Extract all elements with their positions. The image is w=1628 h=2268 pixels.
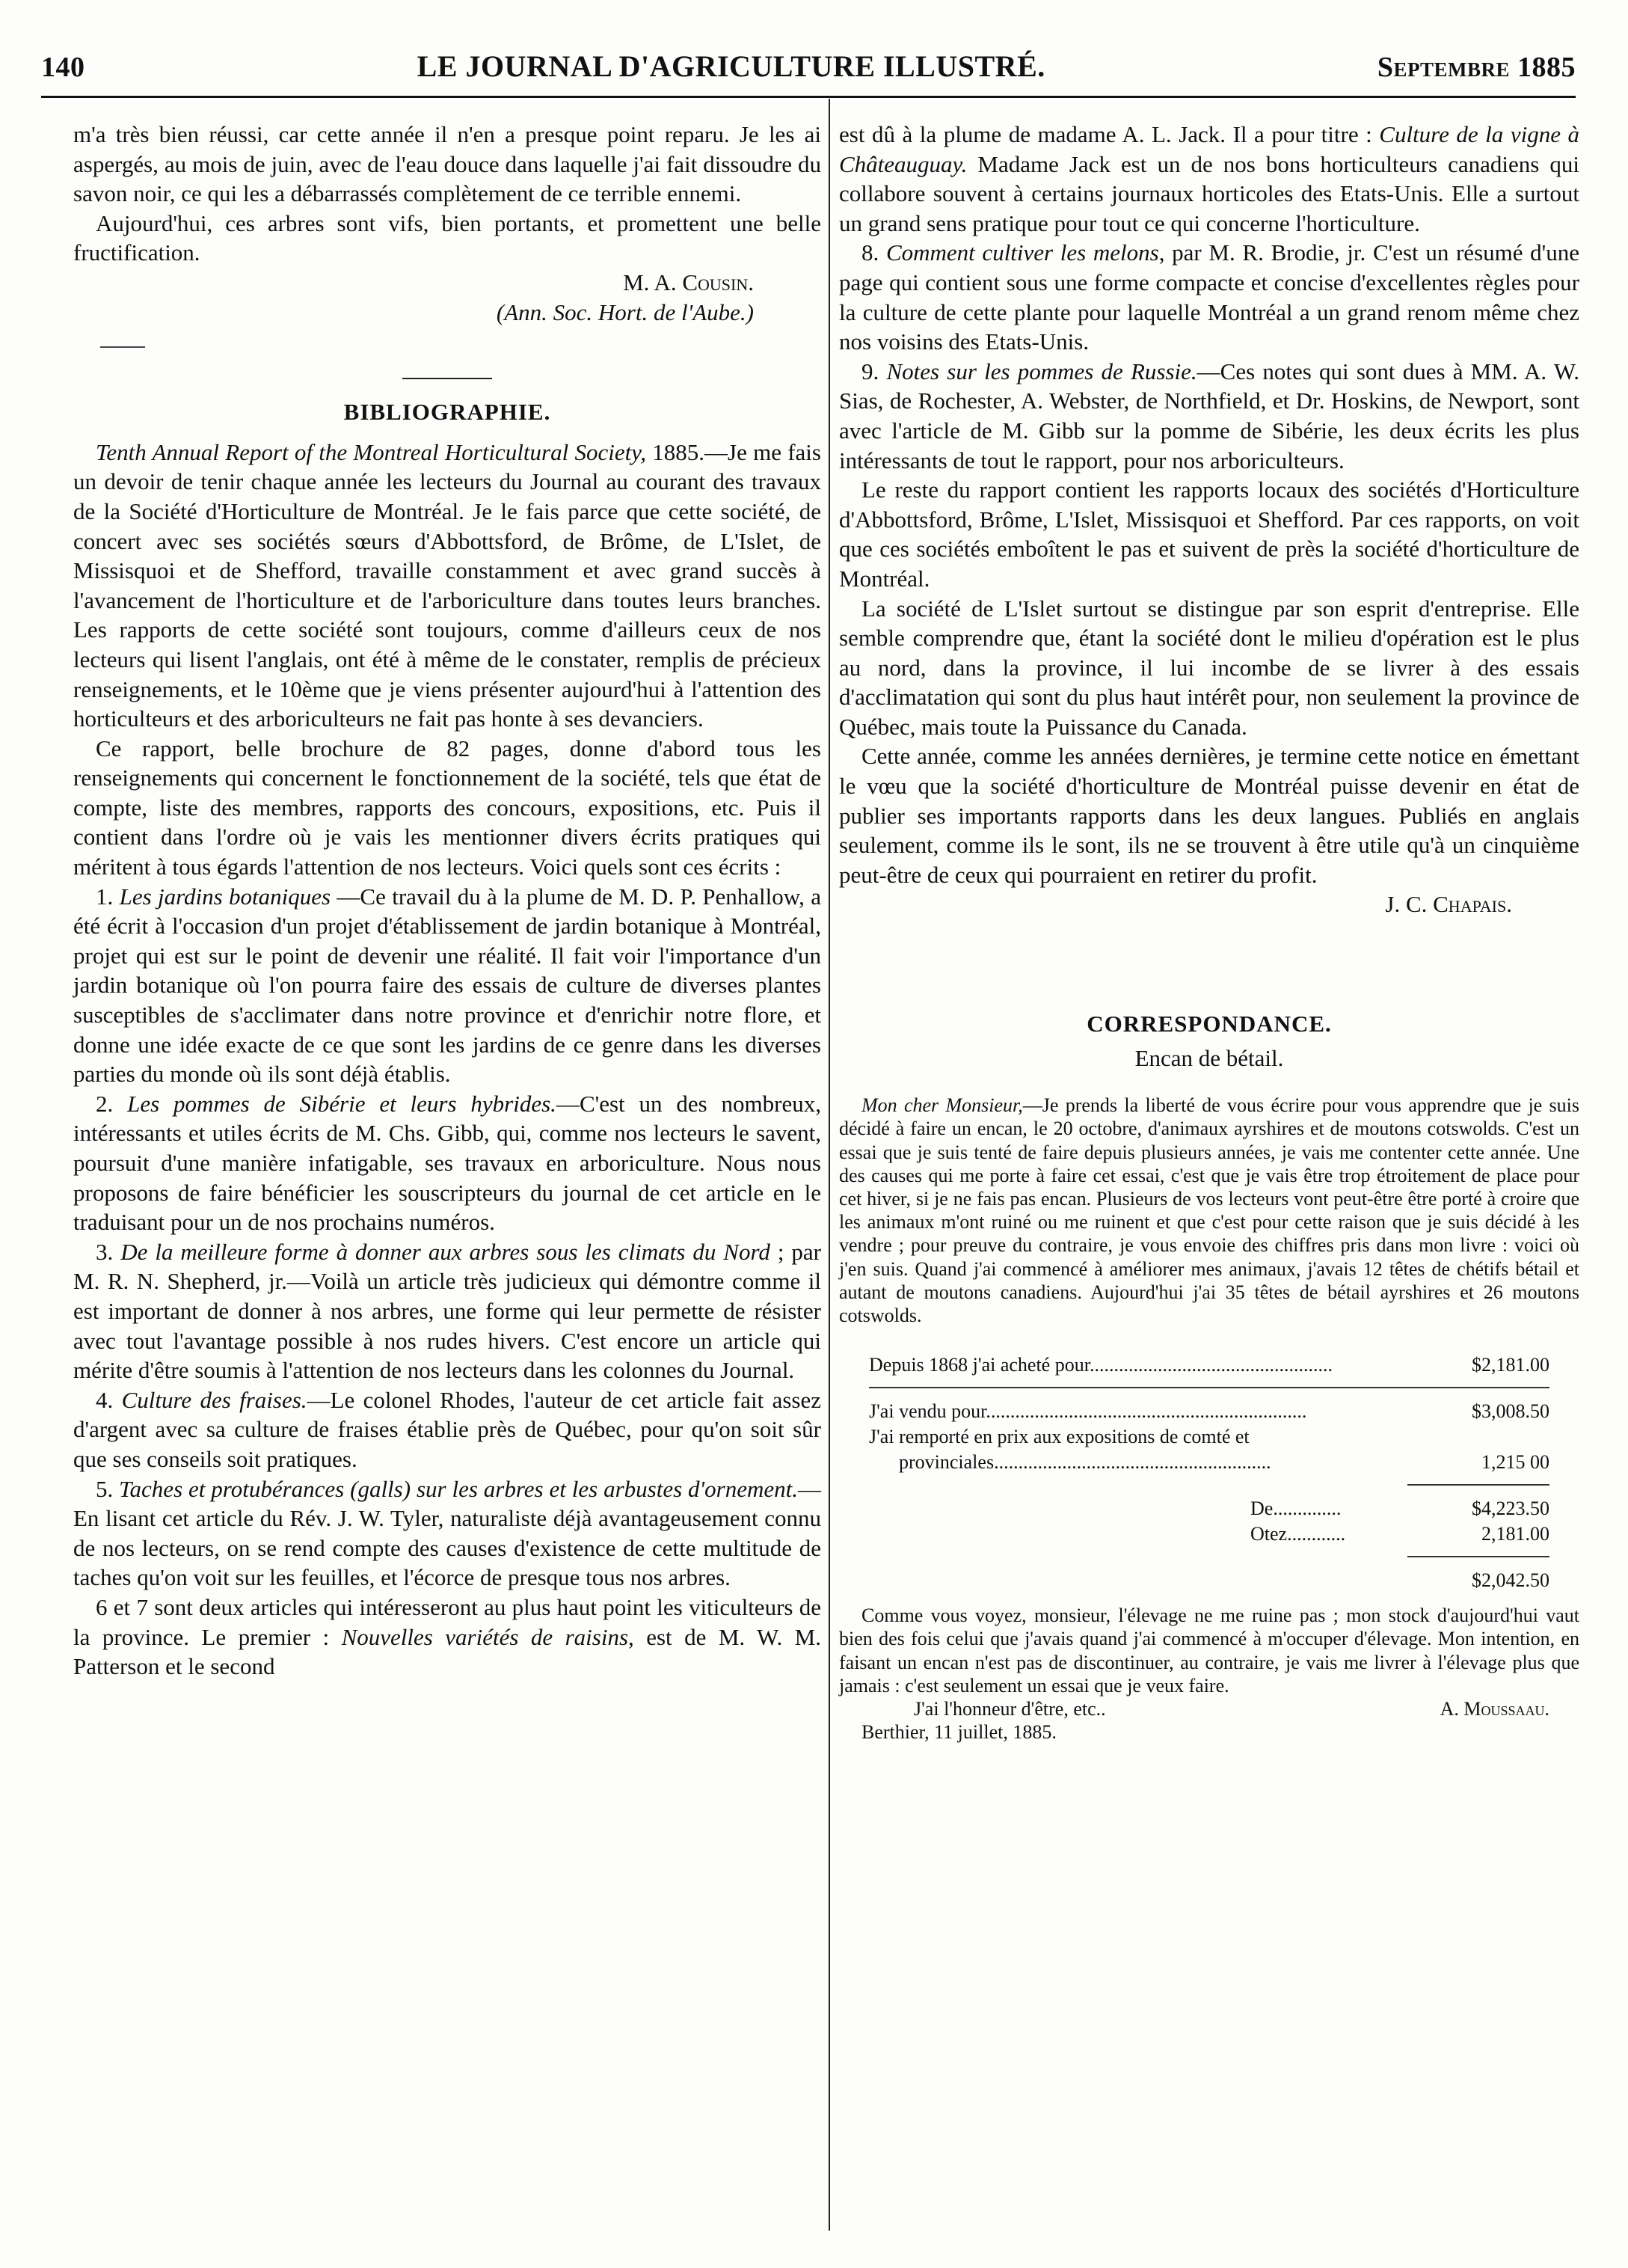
header-rule	[41, 96, 1576, 98]
list-item-6-7: 6 et 7 sont deux articles qui intéresseront au plus haut point les viticulteurs de la province. Le premier : Nouvelles variétés de raisins, est de M. W. M. Patterson et le second	[73, 1593, 821, 1680]
list-item-5: 5. Taches et protubérances (galls) sur les arbres et les arbustes d'ornement.—En lisant cet article du Rév. J. W. Tyler, naturaliste déjà avantageusement connu de nos lecteurs, on se rend compte des causes d'existence de cette multitude de taches qu'on voit sur les feuilles, et l'écorce de presque tous nos arbres.	[73, 1475, 822, 1591]
list-item-3: 3. De la meilleure forme à donner aux arbres sous les climats du Nord ; par M. R. N. Shepherd, jr.—Voilà un article très judicieux qui démontre comme il est important de donner à nos arbres, une forme qui leur permette de résister avec tout l'avantage possible à nos rudes hivers. C'est encore un article qui mérite d'être soumis à l'attention de nos lecteurs dans les colonnes du Journal.	[73, 1238, 821, 1384]
account-row-prizes: J'ai remporté en prix aux expositions de comté et	[869, 1426, 1250, 1448]
account-row-bought: Depuis 1868 j'ai acheté pour.................................................. $2,181.00	[869, 1354, 1549, 1376]
paragraph: Aujourd'hui, ces arbres sont vifs, bien portants, et promettent une belle fructification.	[73, 209, 821, 266]
letter-body: Mon cher Monsieur,—Je prends la liberté de vous écrire pour vous apprendre que je suis décidé à faire un encan, le 20 octobre, d'animaux ayrshires et de moutons cotswolds. C'est un essai que je suis tenté de faire depuis plusieurs années, je vais me contenter cette année. Une des causes qui me porte à faire cet essai, c'est que je vais être trop étroitement de place pour cet hiver, si je ne fais pas encan. Plusieurs de vos lecteurs vont peut-être être porté à croire que les animaux m'ont ruiné ou me ruinent et que c'est pour cette raison que je suis décidé à les vendre ; pour preuve du contraire, je vous envoie des chiffres pris dans mon livre : voici où j'en suis. Quand j'ai commencé à améliorer mes animaux, j'avais 12 têtes de chétifs bétail et autant de moutons canadiens. Aujourd'hui j'ai 35 têtes de bétail ayrshires et 26 moutons cotswolds.	[839, 1094, 1579, 1327]
account-table	[869, 1352, 1549, 1593]
paragraph-islet: La société de L'Islet surtout se distingue par son esprit d'entreprise. Elle semble comprendre que, étant la société dont le milieu d'opération est le plus au nord, dans la province, il lui incombe de se livrer à des essais d'acclimatation qui sont du plus haut intérêt pour, non seulement la province de Québec, mais toute la Puissance du Canada.	[839, 595, 1579, 740]
paragraph-reste: Le reste du rapport contient les rapports locaux des sociétés d'Horticulture d'Abbottsford, Brôme, L'Islet, Missisquoi et Shefford. Par ces rapports, on voit que ces sociétés emboîtent le pas et suivent de près la société d'horticulture de Montréal.	[839, 476, 1579, 592]
list-item-8: 8. Comment cultiver les melons, par M. R. Brodie, jr. C'est un résumé d'une page qui contient sous une forme compacte et concise d'excellentes règles pour la culture de cette plante pour laquelle Montréal a un grand renom même chez nos voisins des Etats-Unis.	[839, 239, 1580, 355]
paragraph-rapport: Ce rapport, belle brochure de 82 pages, donne d'abord tous les renseignements qui concernent le fonctionnement de la société, tels que état de compte, liste des membres, rapports des concours, expositions, etc. Puis il contient dans l'ordre où je vais les mentionner divers écrits pratiques qui méritent à tous égards l'attention de nos lecteurs. Voici quels sont ces écrits :	[73, 735, 821, 880]
issue-date: Septembre 1885	[1377, 52, 1576, 83]
account-rule	[869, 1387, 1549, 1388]
account-rule	[1407, 1484, 1549, 1486]
account-row-total: $2,042.50	[1472, 1569, 1549, 1592]
column-divider	[829, 99, 830, 2231]
bibliography-heading: BIBLIOGRAPHIE.	[343, 399, 551, 426]
letter-signature: A. Moussaau.	[1440, 1698, 1549, 1720]
letter-place-date: Berthier, 11 juillet, 1885.	[861, 1721, 1057, 1744]
letter-honneur: J'ai l'honneur d'être, etc..	[914, 1698, 1106, 1720]
paragraph-annee: Cette année, comme les années dernières, je termine cette notice en émettant le vœu que la société d'horticulture de Montréal puisse devenir en état de publier ses importants rapports dans les deux langues. Publiés en anglais seulement, comme ils le sont, ils ne se trouvent à être utile qu'à un cinquième peut-être de ceux qui pourraient en retirer du profit.	[839, 743, 1579, 888]
right-column	[839, 120, 1579, 1744]
letter-signoff	[839, 1697, 1579, 1720]
section-rule	[402, 378, 492, 379]
left-column	[73, 120, 821, 1682]
account-row-otez: Otez............ 2,181.00	[1250, 1523, 1549, 1545]
account-row-sold: J'ai vendu pour.................................................................. $3,008.50	[869, 1400, 1549, 1423]
signature-name: M. A. Cousin.	[623, 269, 754, 295]
account-row-de: De.............. $4,223.50	[1250, 1498, 1549, 1520]
report-title: Tenth Annual Report of the Montreal Horticultural Society,	[96, 438, 647, 465]
continued-paragraph: m'a très bien réussi, car cette année il n'en a presque point reparu. Je les ai aspergés, au mois de juin, avec de l'eau douce dans laquelle j'ai fait dissoudre du savon noir, ce qui les a débarrassés complètement de ce terrible ennemi.	[73, 121, 821, 207]
page-number: 140	[41, 52, 85, 83]
signature-source: (Ann. Soc. Hort. de l'Aube.)	[496, 298, 754, 325]
list-item-4: 4. Culture des fraises.—Le colonel Rhodes, l'auteur de cet article fait assez d'argent avec sa culture de fraises établie près de Québec, pour qu'on soit sûr que ses conseils soit pratiques.	[73, 1386, 822, 1472]
journal-title: LE JOURNAL D'AGRICULTURE ILLUSTRÉ.	[417, 49, 1045, 83]
bibliography-intro: Tenth Annual Report of the Montreal Horticultural Society, 1885.—Je me fais un devoir de tenir chaque année les lecteurs du Journal au courant des travaux de la Société d'Horticulture de Montréal. Je le fais parce que cette société, de concert avec ses sociétés sœurs d'Abbottsford, de Brôme, de L'Islet, de Missisquoi et de Shefford, travaille constamment et avec grand succès à l'avancement de l'horticulture et de l'arboriculture dans toutes leurs branches. Les rapports de cette société sont toujours, comme d'ailleurs ceux de nos lecteurs qui lisent l'anglais, ont été à même de le constater, remplis de précieux renseignements, et le 10ème que je viens présenter aujourd'hui à l'attention des horticulteurs et des arboriculteurs ne fait pas honte à ses devanciers.	[73, 438, 821, 732]
list-item-2: 2. Les pommes de Sibérie et leurs hybrides.—C'est un des nombreux, intéressants et utiles écrits de M. Chs. Gibb, qui, comme nos lecteurs le savent, poursuit d'une manière infatigable, ses travaux en arboriculture. Nous nous proposons de faire bénéficier les souscripteurs du journal de cet article en le traduisant pour un de nos prochains numéros.	[73, 1090, 822, 1236]
letter-closing: Comme vous voyez, monsieur, l'élevage ne me ruine pas ; mon stock d'aujourd'hui vaut bien des fois celui que j'avais quand j'ai commencé à m'occuper d'élevage. Mon intention, en faisant un encan n'est pas de discontinuer, au contraire, je vais me livrer à l'élevage plus que jamais : c'est seulement un essai que je veux faire.	[839, 1605, 1579, 1697]
correspondence-subheading: Encan de bétail.	[1134, 1044, 1284, 1071]
dash-mark	[100, 346, 145, 348]
account-rule	[1407, 1556, 1549, 1557]
continued-paragraph: est dû à la plume de madame A. L. Jack. Il a pour titre : Culture de la vigne à Châteauguay. Madame Jack est un de nos bons horticulteurs canadiens qui collabore souvent à certains journaux horticoles des Etats-Unis. Elle a surtout un grand sens pratique pour tout ce qui concerne l'horticulture.	[839, 121, 1579, 236]
page-header	[41, 39, 1576, 84]
list-item-1: 1. Les jardins botaniques —Ce travail du à la plume de M. D. P. Penhallow, a été écrit à l'occasion d'un projet d'établissement de jardin botanique à Montréal, projet qui est sur le point de devenir une réalité. Il fait voir l'importance d'un jardin botanique où l'on pourra faire des essais de culture de diverses plantes susceptibles de s'acclimater dans notre province et d'enrichir notre flore, et donne une idée exacte de ce que sont les jardins de ce genre dans les diverses parties du monde où ils sont déjà établis.	[73, 883, 821, 1088]
signature-chapais: J. C. Chapais.	[1385, 891, 1512, 918]
correspondence-heading: CORRESPONDANCE.	[1087, 1011, 1332, 1038]
list-item-9: 9. Notes sur les pommes de Russie.—Ces notes qui sont dues à MM. A. W. Sias, de Rochester, A. Webster, de Northfield, et Dr. Hoskins, de Newport, sont avec l'article de M. Gibb sur la pomme de Sibérie, les deux écrits les plus intéressants de tout le rapport, pour nos arboriculteurs.	[839, 358, 1579, 473]
account-row-prizes-cont: provinciales......................................................... 1,215 00	[899, 1451, 1549, 1474]
